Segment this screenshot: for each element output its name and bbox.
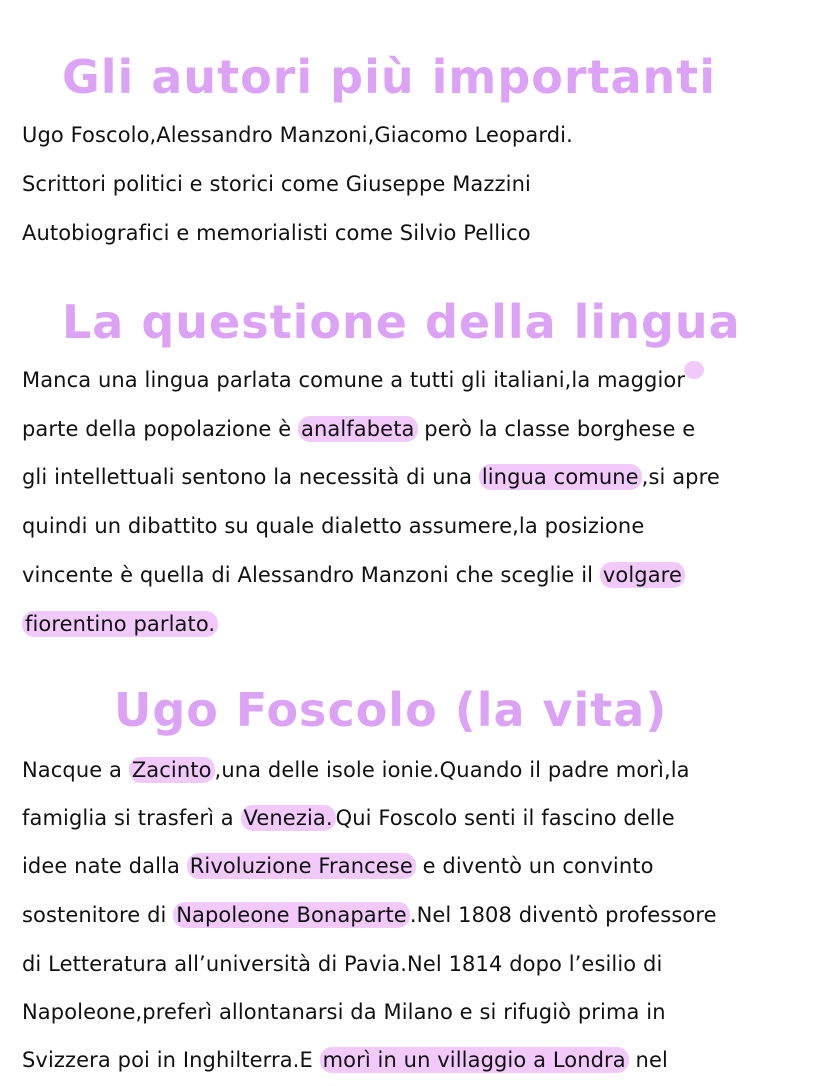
highlighted-term: volgare <box>600 562 685 588</box>
highlighted-term: morì in un villaggio a Londra <box>320 1047 629 1073</box>
text-segment: Nacque a <box>22 758 129 782</box>
heading-foscolo-life: Ugo Foscolo (la vita) <box>114 683 668 737</box>
text-segment: di Letteratura all’università di Pavia.Nel 1814 dopo l’esilio di <box>22 952 663 976</box>
foscolo-line-7 <box>22 1045 668 1075</box>
text-segment: ,si apre <box>641 465 720 489</box>
highlight-dot-mark <box>684 361 704 379</box>
heading-language-question: La questione della lingua <box>62 295 741 349</box>
highlighted-term: analfabeta <box>298 416 418 442</box>
text-segment: Qui Foscolo senti il fascino delle <box>335 806 675 830</box>
text-segment: idee nate dalla <box>22 854 187 878</box>
foscolo-line-6 <box>22 997 666 1027</box>
language-line-1 <box>22 365 685 395</box>
foscolo-line-1 <box>22 755 690 785</box>
text-segment: .Nel 1808 diventò professore <box>409 903 717 927</box>
highlighted-term: Zacinto <box>129 757 215 783</box>
text-segment: però la classe borghese e <box>417 417 696 441</box>
authors-line-3: Autobiografici e memorialisti come Silvio Pellico <box>22 221 531 245</box>
highlighted-term: fiorentino parlato. <box>22 611 218 637</box>
text-segment: ,una delle isole ionie.Quando il padre morì,la <box>214 758 690 782</box>
language-line-5 <box>22 560 685 590</box>
foscolo-line-5 <box>22 949 662 979</box>
language-line-4 <box>22 511 644 541</box>
text-segment: gli intellettuali sentono la necessità di una <box>22 465 479 489</box>
authors-line-2: Scrittori politici e storici come Giuseppe Mazzini <box>22 172 531 196</box>
authors-line-1: Ugo Foscolo,Alessandro Manzoni,Giacomo Leopardi. <box>22 123 573 147</box>
text-segment: Napoleone,preferì allontanarsi da Milano e si rifugiò prima in <box>22 1000 666 1024</box>
language-line-2 <box>22 414 695 444</box>
language-line-3 <box>22 462 720 492</box>
text-segment: famiglia si trasferì a <box>22 806 241 830</box>
text-segment: sostenitore di <box>22 903 174 927</box>
language-line-6 <box>22 609 218 639</box>
text-segment: Manca una lingua parlata comune a tutti gli italiani,la maggior <box>22 368 686 392</box>
highlighted-term: Venezia. <box>241 805 336 831</box>
highlighted-term: Rivoluzione Francese <box>187 853 416 879</box>
highlighted-term: Napoleone Bonaparte <box>173 902 410 928</box>
text-segment: parte della popolazione è <box>22 417 298 441</box>
text-segment: Svizzera poi in Inghilterra.E <box>22 1048 320 1072</box>
foscolo-line-4 <box>22 900 717 930</box>
text-segment: vincente è quella di Alessandro Manzoni che sceglie il <box>22 563 600 587</box>
highlighted-term: lingua comune <box>479 464 642 490</box>
heading-authors: Gli autori più importanti <box>62 50 717 104</box>
text-segment: nel <box>628 1048 668 1072</box>
text-segment: quindi un dibattito su quale dialetto assumere,la posizione <box>22 514 645 538</box>
text-segment: e diventò un convinto <box>415 854 654 878</box>
foscolo-line-3 <box>22 851 654 881</box>
foscolo-line-2 <box>22 803 675 833</box>
